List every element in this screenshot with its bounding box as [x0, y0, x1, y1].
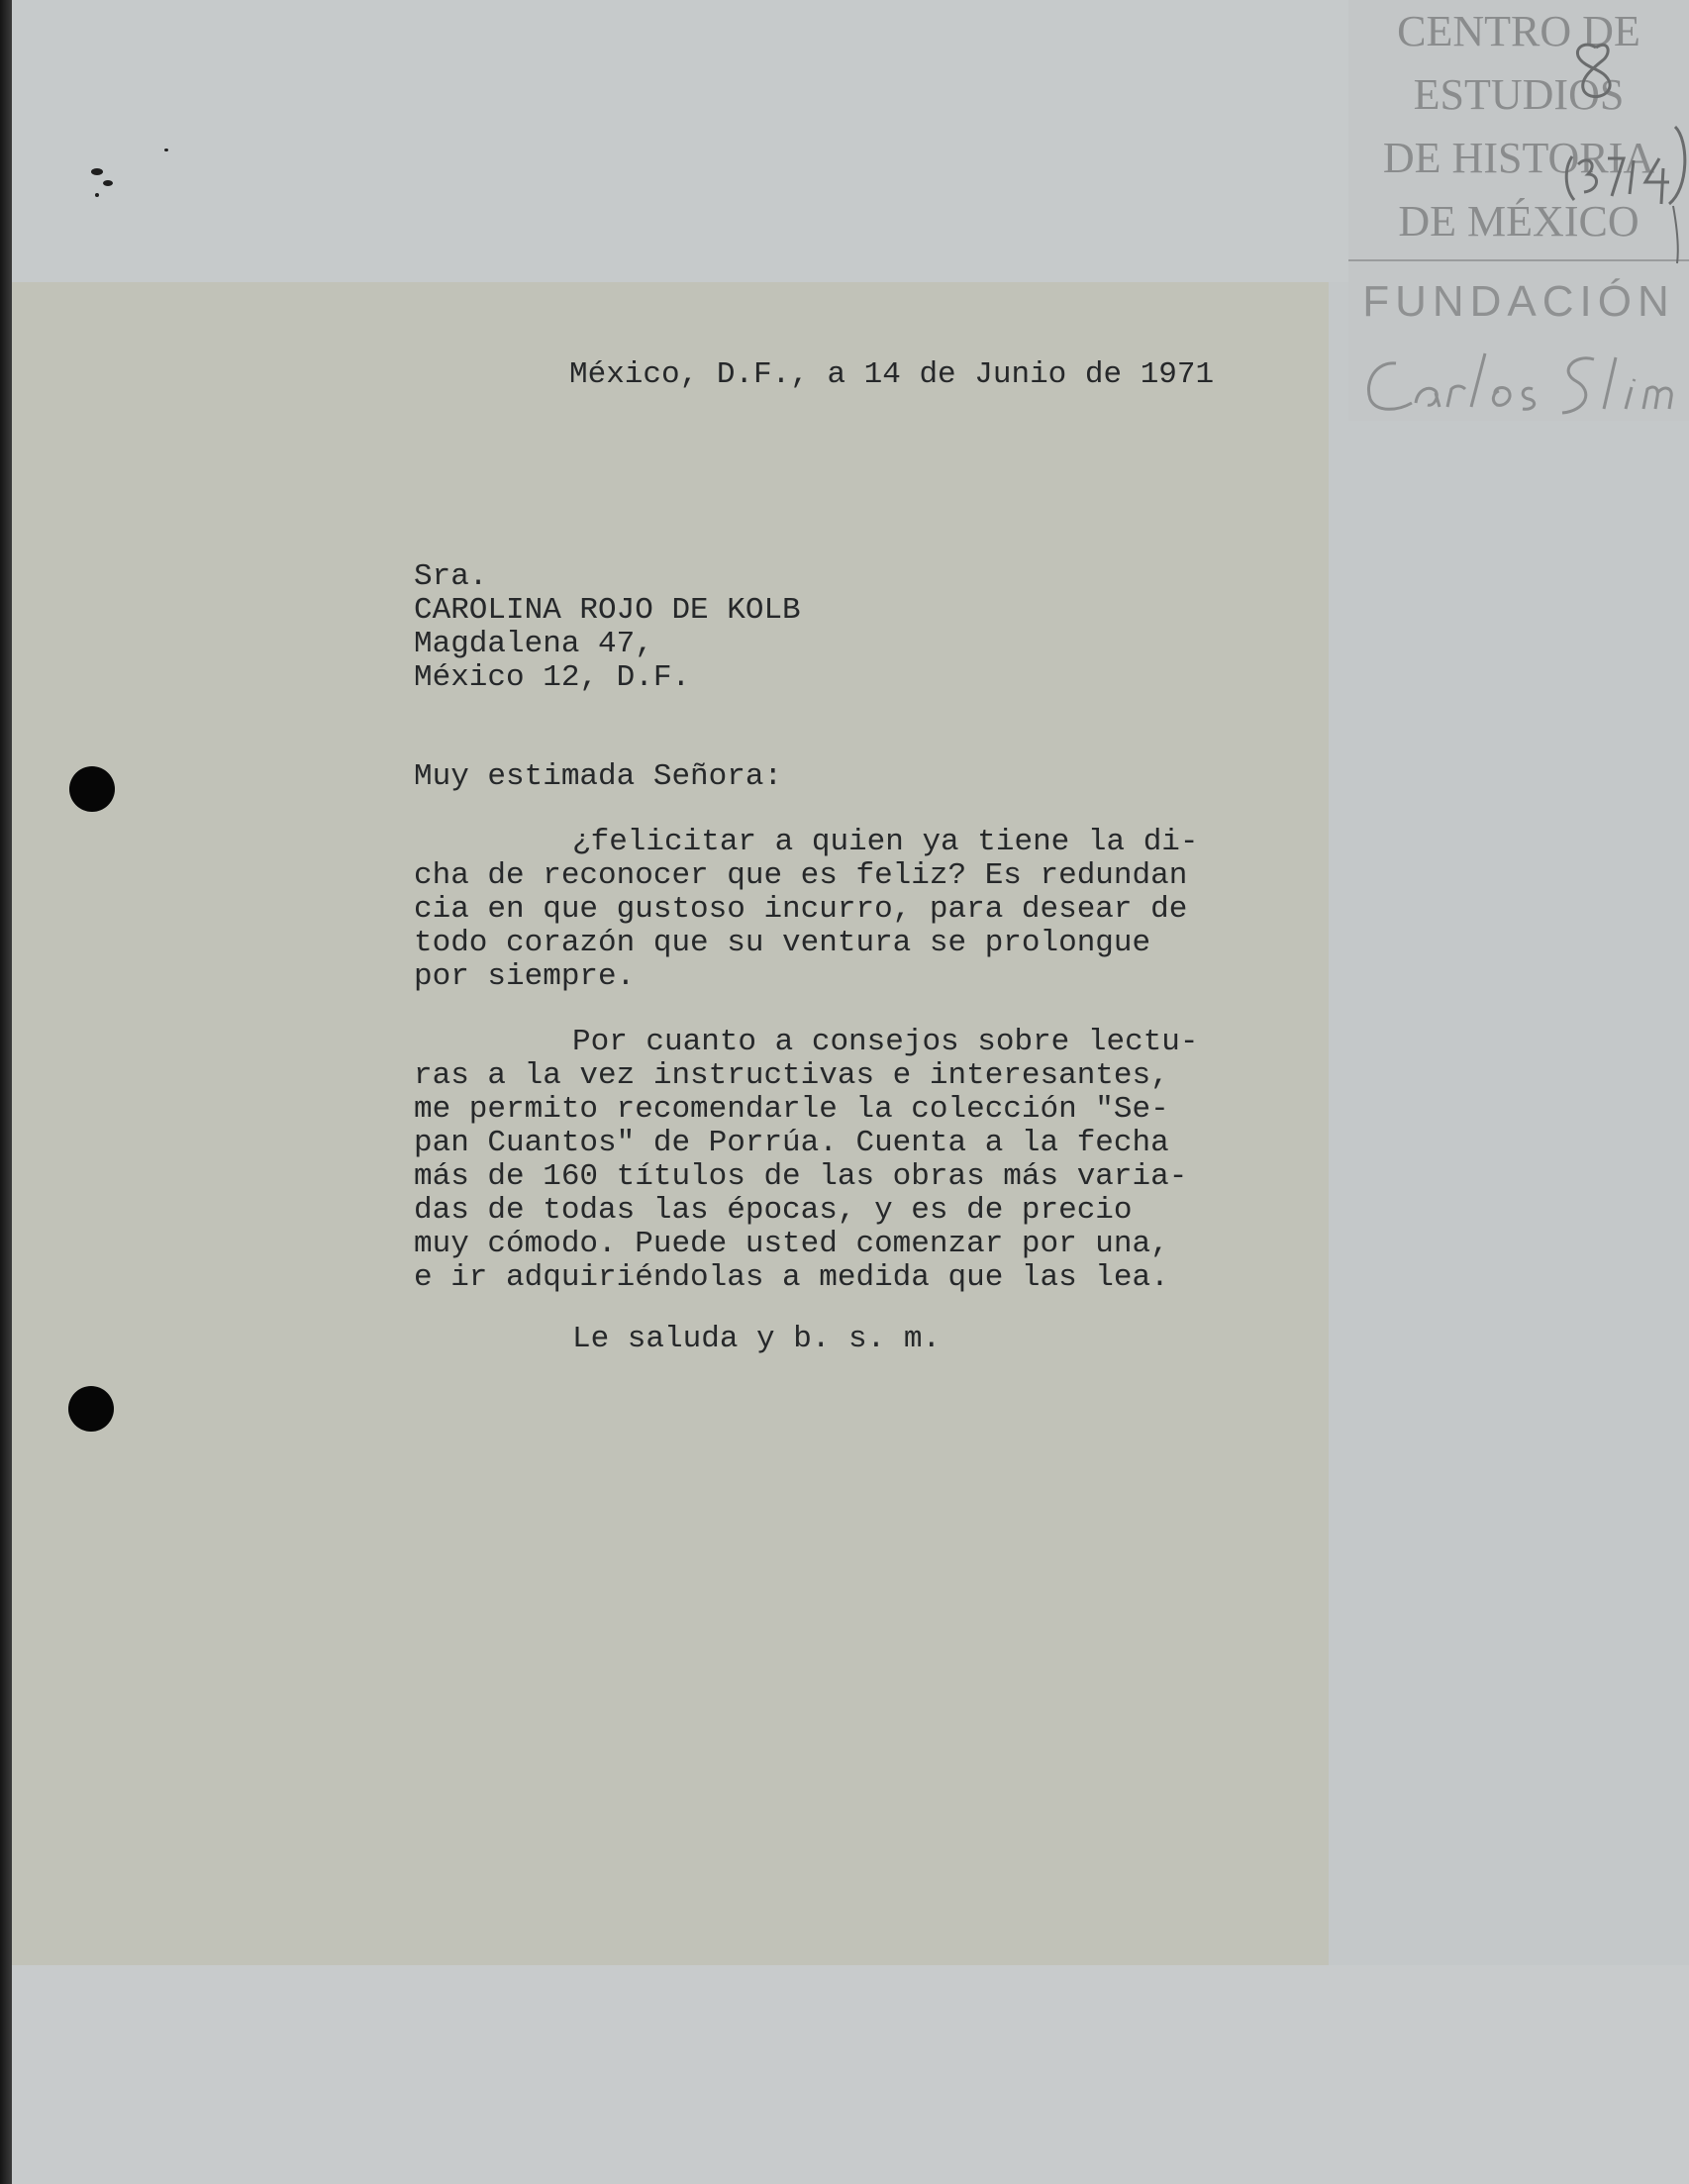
- paragraph2-line: das de todas las épocas, y es de precio: [414, 1193, 1133, 1228]
- paragraph2-line: ras a la vez instructivas e interesantes,: [414, 1058, 1169, 1093]
- paragraph1-line: cia en que gustoso incurro, para desear de: [414, 892, 1188, 927]
- paper-speck: [95, 193, 99, 197]
- paragraph1-line: todo corazón que su ventura se prolongue: [414, 926, 1151, 960]
- scan-edge: [0, 0, 12, 2184]
- carlos-slim-signature-logo: [1356, 342, 1683, 421]
- paragraph2-line: pan Cuantos" de Porrúa. Cuenta a la fecha: [414, 1126, 1169, 1160]
- closing: Le saluda y b. s. m.: [572, 1322, 942, 1356]
- recipient-street: Magdalena 47,: [414, 627, 653, 661]
- date-line: México, D.F., a 14 de Junio de 1971: [569, 357, 1215, 392]
- right-paper-strip: [1329, 282, 1689, 1965]
- paper-speck: [164, 149, 168, 151]
- recipient-title: Sra.: [414, 559, 488, 594]
- stamp-line: ESTUDIOS: [1413, 70, 1625, 119]
- recipient-name: CAROLINA ROJO DE KOLB: [414, 593, 801, 628]
- bottom-paper-strip: [12, 1965, 1689, 2184]
- stamp-foundation: FUNDACIÓN: [1362, 277, 1675, 326]
- paragraph2-line: muy cómodo. Puede usted comenzar por una,: [414, 1227, 1169, 1261]
- paragraph1-line: por siempre.: [414, 959, 636, 994]
- paragraph1-line: ¿felicitar a quien ya tiene la di-: [572, 825, 1199, 859]
- salutation: Muy estimada Señora:: [414, 759, 783, 794]
- recipient-city: México 12, D.F.: [414, 660, 691, 695]
- paper-speck: [103, 180, 113, 186]
- paragraph2-line: me permito recomendarle la colección "Se-: [414, 1092, 1169, 1127]
- punch-hole: [69, 766, 115, 812]
- paragraph1-line: cha de reconocer que es feliz? Es redundan: [414, 858, 1188, 893]
- stamp-line: DE MÉXICO: [1398, 197, 1639, 246]
- paragraph2-line: Por cuanto a consejos sobre lectu-: [572, 1025, 1199, 1059]
- stamp-line: DE HISTORIA: [1382, 134, 1655, 182]
- paragraph2-line: más de 160 títulos de las obras más varia-: [414, 1159, 1188, 1194]
- paper-speck: [91, 168, 103, 175]
- pencil-annotation: [1515, 30, 1689, 267]
- punch-hole: [68, 1386, 114, 1432]
- paragraph2-line: e ir adquiriéndolas a medida que las lea.: [414, 1260, 1169, 1295]
- stamp-line: CENTRO DE: [1397, 7, 1640, 55]
